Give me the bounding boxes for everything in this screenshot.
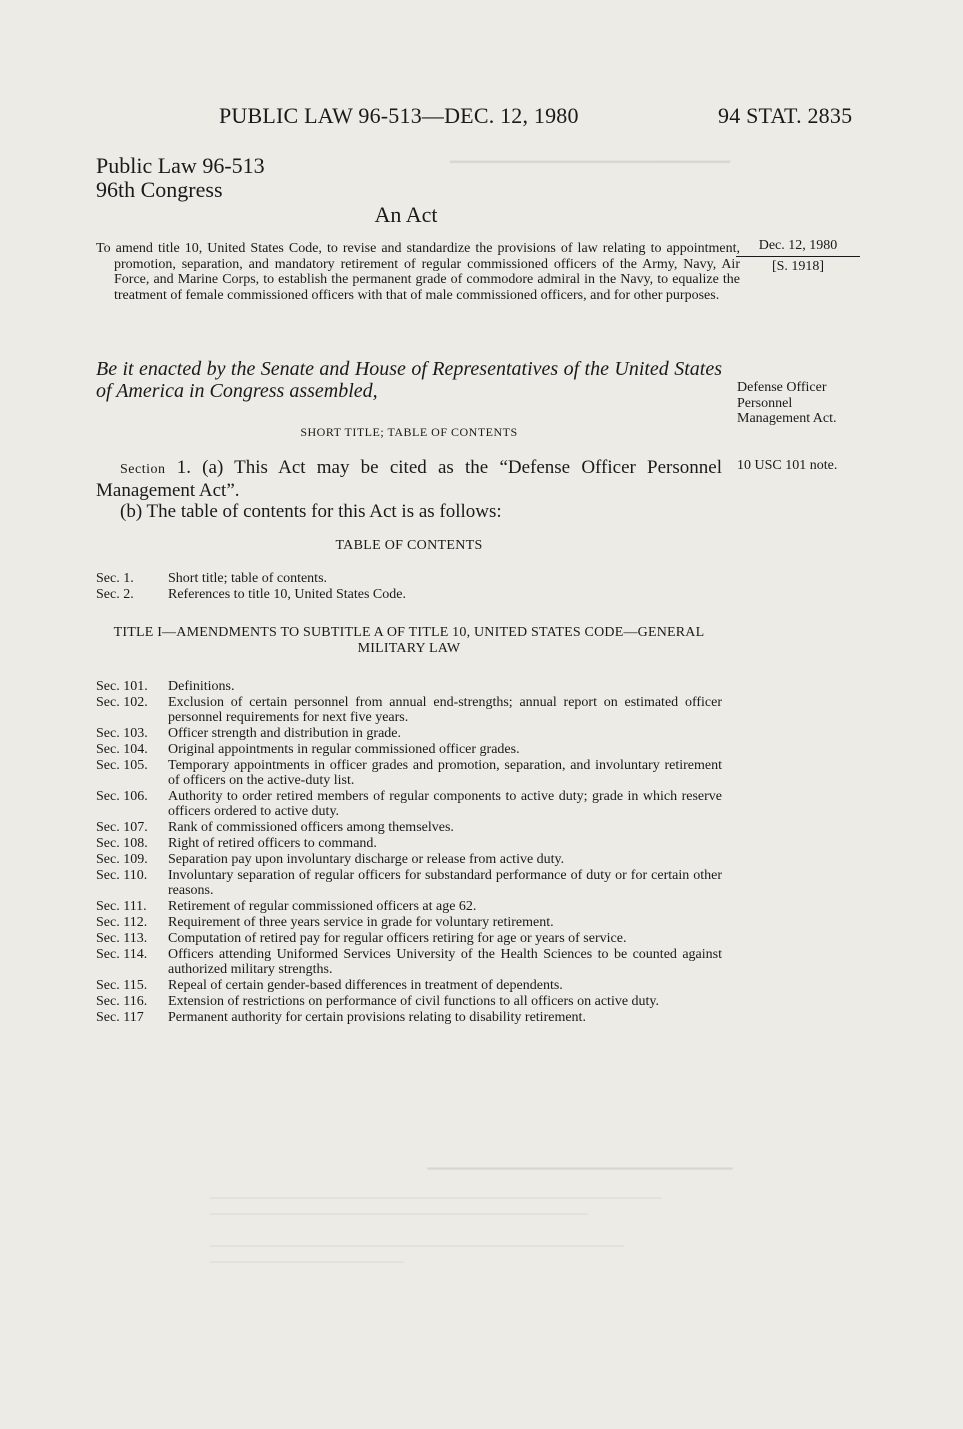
section-label: Section [120,462,166,477]
toc-entry [96,587,722,602]
toc-entry-number: Sec. 102. [96,694,148,710]
short-title-heading: SHORT TITLE; TABLE OF CONTENTS [300,425,518,439]
toc-entry-number: Sec. 107. [96,820,148,836]
toc-entry-text: Repeal of certain gender-based differences in treatment of dependents. [168,977,563,993]
margin-date-block [736,236,860,277]
act-purpose: To amend title 10, United States Code, to revise and standardize the provisions of law relating to appointment, promotion, separation, and mandatory retirement of regular commissioned officers of the Army, Navy, Air Force, and Marine Corps, to establish the permanent grade of commodore admiral in the Navy, to equalize the treatment of female commissioned officers with that of male commissioned officers, and for other purposes. [96,241,740,303]
toc-entry [96,852,722,867]
margin-note-usc: 10 USC 101 note. [737,458,838,473]
toc-entry-number: Sec. 1. [96,571,134,586]
toc-general-list [96,571,722,603]
toc-entry-text: Officers attending Uniformed Services University of the Health Sciences to be counted against authorized military strengths. [168,946,722,978]
toc-entry-text: Definitions. [168,679,235,694]
toc-entry-number: Sec. 2. [96,586,134,602]
congress-label: 96th Congress [96,177,223,202]
enactment-date: Dec. 12, 1980 [736,236,860,257]
toc-entry [96,915,722,930]
toc-entry-number: Sec. 103. [96,726,148,742]
toc-entry-text: Involuntary separation of regular officers for substandard performance of duty or for certain other reasons. [168,867,722,899]
toc-entry [96,836,722,851]
toc-entry [96,695,722,726]
toc-entry-text: Computation of retired pay for regular officers retiring for age or years of service. [168,930,627,946]
toc-entry [96,571,722,586]
toc-entry-number: Sec. 113. [96,930,148,946]
running-head: PUBLIC LAW 96-513—DEC. 12, 1980 [219,103,579,128]
toc-entry [96,742,722,757]
toc-entry-text: Original appointments in regular commissioned officer grades. [168,741,520,757]
toc-heading: TABLE OF CONTENTS [335,538,483,553]
toc-entry [96,868,722,899]
toc-title-one-list [96,679,722,1026]
toc-entry [96,679,722,694]
toc-entry [96,947,722,978]
toc-entry-text: Right of retired officers to command. [168,836,377,852]
toc-entry [96,726,722,741]
toc-entry [96,789,722,820]
toc-entry-number: Sec. 111. [96,899,147,915]
toc-entry-number: Sec. 105. [96,757,148,773]
section-one-text: 1. (a) This Act may be cited as the “Defense Officer Personnel Management Act”. [96,457,722,501]
toc-entry-text: Authority to order retired members of regular components to active duty; grade in which reserve officers ordered to active duty. [168,789,722,820]
toc-entry-text: Short title; table of contents. [168,571,328,586]
public-law-number: Public Law 96-513 [96,153,265,178]
toc-entry-text: Rank of commissioned officers among themselves. [168,820,454,836]
toc-entry-text: Extension of restrictions on performance of civil functions to all officers on active duty. [168,993,660,1009]
toc-entry-number: Sec. 106. [96,789,148,805]
toc-entry-text: References to title 10, United States Code. [168,586,406,602]
toc-entry [96,994,722,1009]
bleed-through: ━━━━━━━━━━━━━━━━━━━━━━━━━━━━━━━━━━━━━━━ [427,1161,733,1176]
toc-entry [96,899,722,914]
toc-entry-text: Officer strength and distribution in grade. [168,726,402,742]
toc-entry-number: Sec. 110. [96,867,148,883]
act-heading: An Act [374,202,438,227]
toc-entry-text: Exclusion of certain personnel from annual end-strengths; annual report on estimated officer personnel requirements for next five years. [168,694,722,726]
toc-entry-number: Sec. 114. [96,946,148,962]
toc-entry-number: Sec. 117 [96,1009,144,1025]
toc-entry [96,820,722,835]
toc-entry-text: Retirement of regular commissioned officers at age 62. [168,899,477,915]
toc-entry [96,758,722,789]
toc-entry-number: Sec. 112. [96,914,148,930]
bleed-through: ━━━━━━━━━━━━━━━━━━━━━━━━━━━━━━━ [450,155,730,171]
section-one-a [96,457,722,501]
toc-entry [96,978,722,993]
toc-entry-number: Sec. 115. [96,977,148,993]
bleed-through: ───────────────────────────────────────────────── ───────────────────────────────────────── ───────────────────────────────────────────── ───────────────────── [210,1190,662,1269]
bill-number: [S. 1918] [771,259,825,274]
toc-entry-number: Sec. 109. [96,852,148,868]
section-one [96,457,722,522]
toc-entry-text: Temporary appointments in officer grades and promotion, separation, and involuntary retirement of officers on the active-duty list. [168,757,722,789]
enacting-clause: Be it enacted by the Senate and House of Representatives of the United States of America in Congress assembled, [96,358,722,402]
title-one-heading: TITLE I—AMENDMENTS TO SUBTITLE A OF TITLE 10, UNITED STATES CODE—GENERAL MILITARY LAW [113,625,705,656]
section-one-b: (b) The table of contents for this Act is as follows: [120,501,502,522]
toc-entry-text: Requirement of three years service in grade for voluntary retirement. [168,914,554,930]
toc-entry [96,931,722,946]
toc-entry-text: Permanent authority for certain provisions relating to disability retirement. [168,1009,586,1025]
toc-entry-number: Sec. 104. [96,741,148,757]
margin-note-defense: Defense Officer Personnel Management Act. [737,380,837,426]
toc-entry-text: Separation pay upon involuntary discharge or release from active duty. [168,852,565,868]
toc-entry-number: Sec. 108. [96,836,148,852]
toc-entry [96,1010,722,1025]
toc-entry-number: Sec. 101. [96,679,148,694]
toc-entry-number: Sec. 116. [96,993,148,1009]
stat-page-number: 94 STAT. 2835 [718,103,853,128]
